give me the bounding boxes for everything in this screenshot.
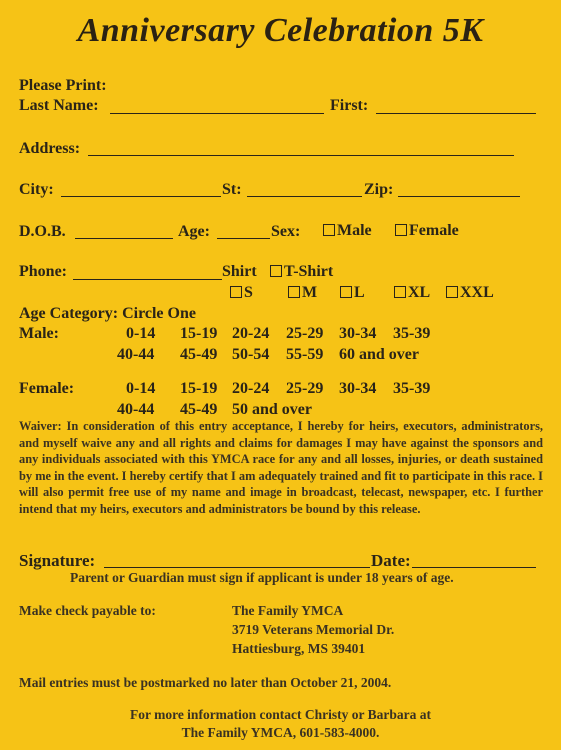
- female-age-option[interactable]: 35-39: [393, 380, 431, 397]
- contact-line-1: For more information contact Christy or Barbara at: [129, 707, 432, 722]
- male-age-option[interactable]: 50-54: [232, 346, 270, 363]
- male-age-option[interactable]: 55-59: [286, 346, 324, 363]
- zip-label: Zip:: [364, 181, 394, 198]
- guardian-note: Parent or Guardian must sign if applicant is under 18 years of age.: [70, 570, 454, 585]
- payee-street: 3719 Veterans Memorial Dr.: [232, 622, 395, 637]
- state-label: St:: [222, 181, 242, 198]
- sex-label: Sex:: [271, 223, 301, 240]
- size-s-option[interactable]: [230, 284, 253, 302]
- female-age-option[interactable]: 40-44: [117, 401, 155, 418]
- last-name-field[interactable]: [110, 113, 324, 114]
- male-option[interactable]: [323, 222, 372, 240]
- female-option-label: Female: [409, 222, 459, 239]
- size-xxl-label: XXL: [460, 284, 494, 301]
- phone-label: Phone:: [19, 263, 67, 280]
- tshirt-option-label: T-Shirt: [284, 263, 334, 280]
- dob-label: D.O.B.: [19, 223, 66, 240]
- age-category-heading: Age Category: Circle One: [19, 305, 196, 322]
- female-age-option[interactable]: 25-29: [286, 380, 324, 397]
- female-age-option[interactable]: 50 and over: [232, 401, 312, 418]
- age-label: Age:: [178, 223, 210, 240]
- male-age-option[interactable]: 40-44: [117, 346, 155, 363]
- male-age-option[interactable]: 30-34: [339, 325, 377, 342]
- city-label: City:: [19, 181, 54, 198]
- last-name-label: Last Name:: [19, 97, 99, 114]
- address-label: Address:: [19, 140, 81, 157]
- female-checkbox[interactable]: [395, 224, 407, 236]
- female-age-option[interactable]: 45-49: [180, 401, 218, 418]
- female-category-label: Female:: [19, 380, 75, 397]
- male-age-option[interactable]: 25-29: [286, 325, 324, 342]
- size-m-checkbox[interactable]: [288, 286, 300, 298]
- male-age-option[interactable]: 35-39: [393, 325, 431, 342]
- male-age-option[interactable]: 45-49: [180, 346, 218, 363]
- contact-line-2: The Family YMCA, 601-583-4000.: [181, 725, 380, 740]
- state-field[interactable]: [247, 196, 362, 197]
- male-age-option[interactable]: 0-14: [126, 325, 156, 342]
- male-age-option[interactable]: 60 and over: [339, 346, 419, 363]
- size-l-checkbox[interactable]: [340, 286, 352, 298]
- first-name-field[interactable]: [376, 113, 536, 114]
- signature-field[interactable]: [104, 567, 370, 568]
- size-xl-checkbox[interactable]: [394, 286, 406, 298]
- size-xxl-checkbox[interactable]: [446, 286, 458, 298]
- address-field[interactable]: [88, 155, 514, 156]
- size-s-label: S: [244, 284, 253, 301]
- size-xxl-option[interactable]: [446, 284, 494, 302]
- male-category-label: Male:: [19, 325, 59, 342]
- shirt-label: Shirt: [222, 263, 257, 280]
- size-xl-label: XL: [408, 284, 431, 301]
- female-age-option[interactable]: 20-24: [232, 380, 270, 397]
- waiver-text: Waiver: In consideration of this entry acceptance, I hereby for heirs, executors, administrators, and myself waive any and all rights and claims for damages I may have against the sponsors and any individuals associated with this YMCA race for any and all losses, injuries, or death sustained by me in the event. I hereby certify that I am adequately trained and fit to participate in this race. I will also permit free use of my name and image in broadcast, telecast, newspaper, etc. I further intend that my heirs, executors and administrators be bound by this release.: [19, 419, 543, 516]
- city-field[interactable]: [61, 196, 221, 197]
- size-s-checkbox[interactable]: [230, 286, 242, 298]
- tshirt-checkbox[interactable]: [270, 265, 282, 277]
- size-m-option[interactable]: [288, 284, 317, 302]
- signature-label: Signature:: [19, 551, 96, 570]
- form-title: Anniversary Celebration 5K: [77, 12, 484, 49]
- female-option[interactable]: [395, 222, 459, 240]
- size-l-option[interactable]: [340, 284, 365, 302]
- size-xl-option[interactable]: [394, 284, 430, 302]
- phone-field[interactable]: [73, 279, 222, 280]
- date-label: Date:: [371, 551, 411, 570]
- size-l-label: L: [354, 284, 365, 301]
- tshirt-option[interactable]: [270, 263, 333, 281]
- size-m-label: M: [302, 284, 318, 301]
- payee-city: Hattiesburg, MS 39401: [232, 641, 366, 656]
- male-checkbox[interactable]: [323, 224, 335, 236]
- male-age-option[interactable]: 20-24: [232, 325, 270, 342]
- dob-field[interactable]: [75, 238, 173, 239]
- first-name-label: First:: [330, 97, 369, 114]
- male-age-option[interactable]: 15-19: [180, 325, 218, 342]
- please-print-label: Please Print:: [19, 77, 107, 94]
- male-option-label: Male: [337, 222, 372, 239]
- mail-deadline-note: Mail entries must be postmarked no later than October 21, 2004.: [19, 675, 392, 690]
- female-age-option[interactable]: 0-14: [126, 380, 156, 397]
- payment-label: Make check payable to:: [19, 603, 156, 618]
- payee-name: The Family YMCA: [232, 603, 344, 618]
- female-age-option[interactable]: 15-19: [180, 380, 218, 397]
- zip-field[interactable]: [398, 196, 520, 197]
- date-field[interactable]: [412, 567, 536, 568]
- age-field[interactable]: [217, 238, 270, 239]
- female-age-option[interactable]: 30-34: [339, 380, 377, 397]
